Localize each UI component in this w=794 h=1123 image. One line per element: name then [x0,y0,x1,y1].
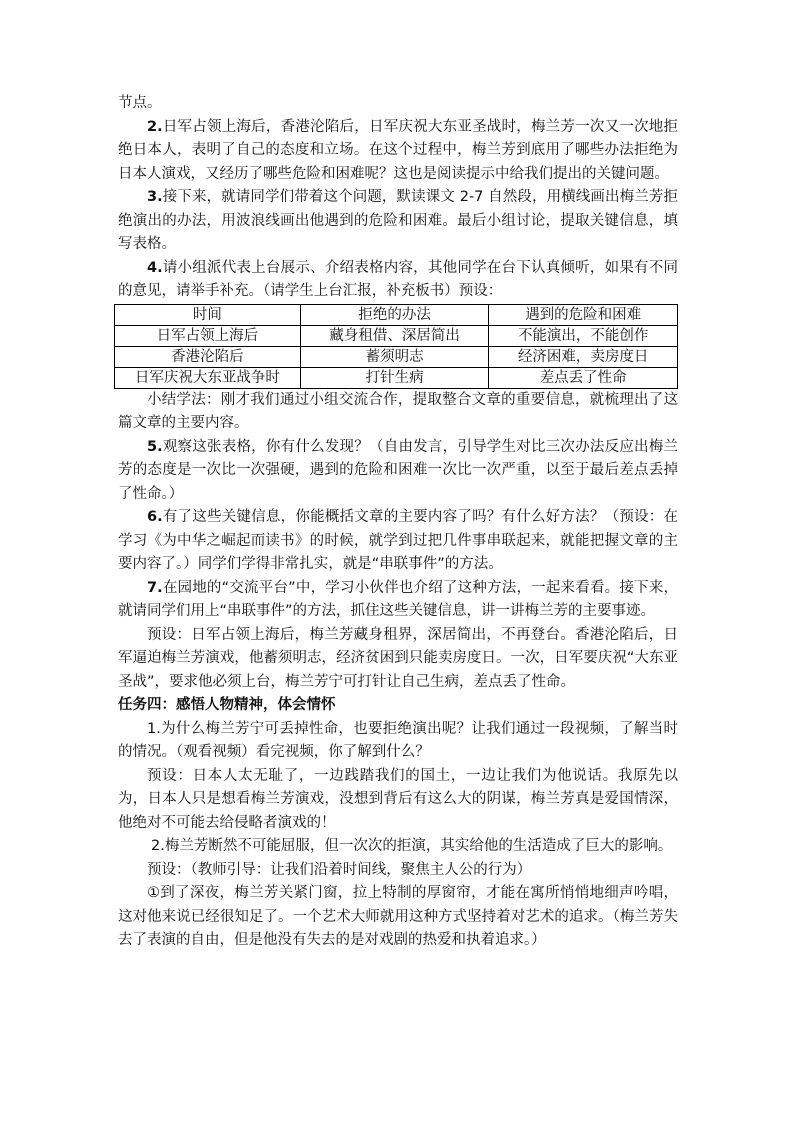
table-header-row [115,304,678,325]
paragraph-question-1: 1.为什么梅兰芳宁可丢掉性命，也要拒绝演出呢？让我们通过一段视频，了解当时的情况。（观看视频）看完视频，你了解到什么？ [118,720,678,760]
document-page [118,92,678,953]
paragraph-step-6 [118,506,678,577]
table-cell: 不能演出，不能创作 [489,325,678,346]
table-header-cell: 遇到的危险和困难 [489,304,678,325]
paragraph-step-5 [118,436,678,507]
paragraph-preset-answer: 预设：日军占领上海后，梅兰芳藏身租界，深居简出，不再登台。香港沦陷后，日军逼迫梅兰芳演戏，他蓄须明志，经济贫困到只能卖房度日。一次，日军要庆祝“大东亚圣战”，要求他必须上台，梅兰芳宁可打针让自己生病，差点丢了性命。 [118,626,678,690]
step-number: 5. [147,438,163,455]
table-cell: 打针生病 [300,367,489,388]
step-number: 3. [147,189,163,205]
step-number: 2. [147,118,163,135]
paragraph-step-3 [118,186,678,257]
paragraph-question-2: 2.梅兰芳断然不可能屈服，但一次次的拒演，其实给他的生活造成了巨大的影响。 [151,838,673,854]
table-cell: 经济困难，卖房度日 [489,346,678,367]
paragraph-step-4 [118,257,678,304]
step-text: 请小组派代表上台展示、介绍表格内容，其他同学在台下认真倾听，如果有不同的意见，请举手补充。（请学生上台汇报，补充板书）预设： [118,259,678,299]
table-row [115,346,678,367]
paragraph-preset-answer: 预设：日本人太无耻了，一边践踏我们的国土，一边让我们为他说话。我原先以为，日本人只是想看梅兰芳演戏，没想到背后有这么大的阴谋，梅兰芳真是爱国情深，他绝对不可能去给侵略者演戏的！ [118,767,678,831]
table-cell: 蓄须明志 [300,346,489,367]
summary-table [114,304,678,389]
table-cell: 日军庆祝大东亚战争时 [115,367,301,388]
table-row [115,367,678,388]
step-number: 4. [147,259,163,276]
paragraph-summary: 小结学法：刚才我们通过小组交流合作，提取整合文章的重要信息，就梳理出了这篇文章的主要内容。 [118,391,678,431]
step-text: 接下来，就请同学们带着这个问题，默读课文 2-7 自然段，用横线画出梅兰芳拒绝演出的办法，用波浪线画出他遇到的危险和困难。最后小组讨论，提取关键信息，填写表格。 [118,189,678,252]
table-cell: 差点丢了性命 [489,367,678,388]
paragraph-point-1: ①到了深夜，梅兰芳关紧门窗，拉上特制的厚窗帘，才能在寓所悄悄地细声吟唱，这对他来说已经很知足了。一个艺术大师就用这种方式坚持着对艺术的追求。（梅兰芳失去了表演的自由，但是他没有失去的是对戏剧的热爱和执着追求。） [118,885,678,948]
step-number: 7. [147,579,163,596]
table-row [115,325,678,346]
step-text: 有了这些关键信息，你能概括文章的主要内容了吗？有什么好方法？（预设：在学习《为中华之崛起而读书》的时候，就学到过把几件事串联起来，就能把握文章的主要内容了。）同学们学得非常扎实，就是“串联事件”的方法。 [118,509,678,572]
table-header-cell: 拒绝的办法 [300,304,489,325]
table-cell: 藏身租借、深居简出 [300,325,489,346]
table-header-cell: 时间 [115,304,301,325]
task-four-heading: 任务四：感悟人物精神，体会情怀 [118,697,336,713]
table-cell: 香港沦陷后 [115,346,301,367]
paragraph-step-2 [118,116,678,187]
step-text: 观察这张表格，你有什么发现？（自由发言，引导学生对比三次办法反应出梅兰芳的态度是一次比一次强硬，遇到的危险和困难一次比一次严重，以至于最后差点丢掉了性命。） [118,438,678,502]
step-text: 在园地的“交流平台”中，学习小伙伴也介绍了这种方法，一起来看看。接下来，就请同学们用上“串联事件”的方法，抓住这些关键信息，讲一讲梅兰芳的主要事迹。 [118,579,678,619]
paragraph-preset-guidance: 预设：（教师引导：让我们沿着时间线，聚焦主人公的行为） [147,861,532,878]
step-number: 6. [147,509,163,525]
table-cell: 日军占领上海后 [115,325,301,346]
paragraph-continuation: 节点。 [118,95,162,111]
paragraph-step-7 [118,577,678,624]
step-text: 日军占领上海后，香港沦陷后，日军庆祝大东亚圣战时，梅兰芳一次又一次地拒绝日本人，表明了自己的态度和立场。在这个过程中，梅兰芳到底用了哪些办法拒绝为日本人演戏，又经历了哪些危险和困难呢？这也是阅读提示中给我们提出的关键问题。 [118,118,678,182]
